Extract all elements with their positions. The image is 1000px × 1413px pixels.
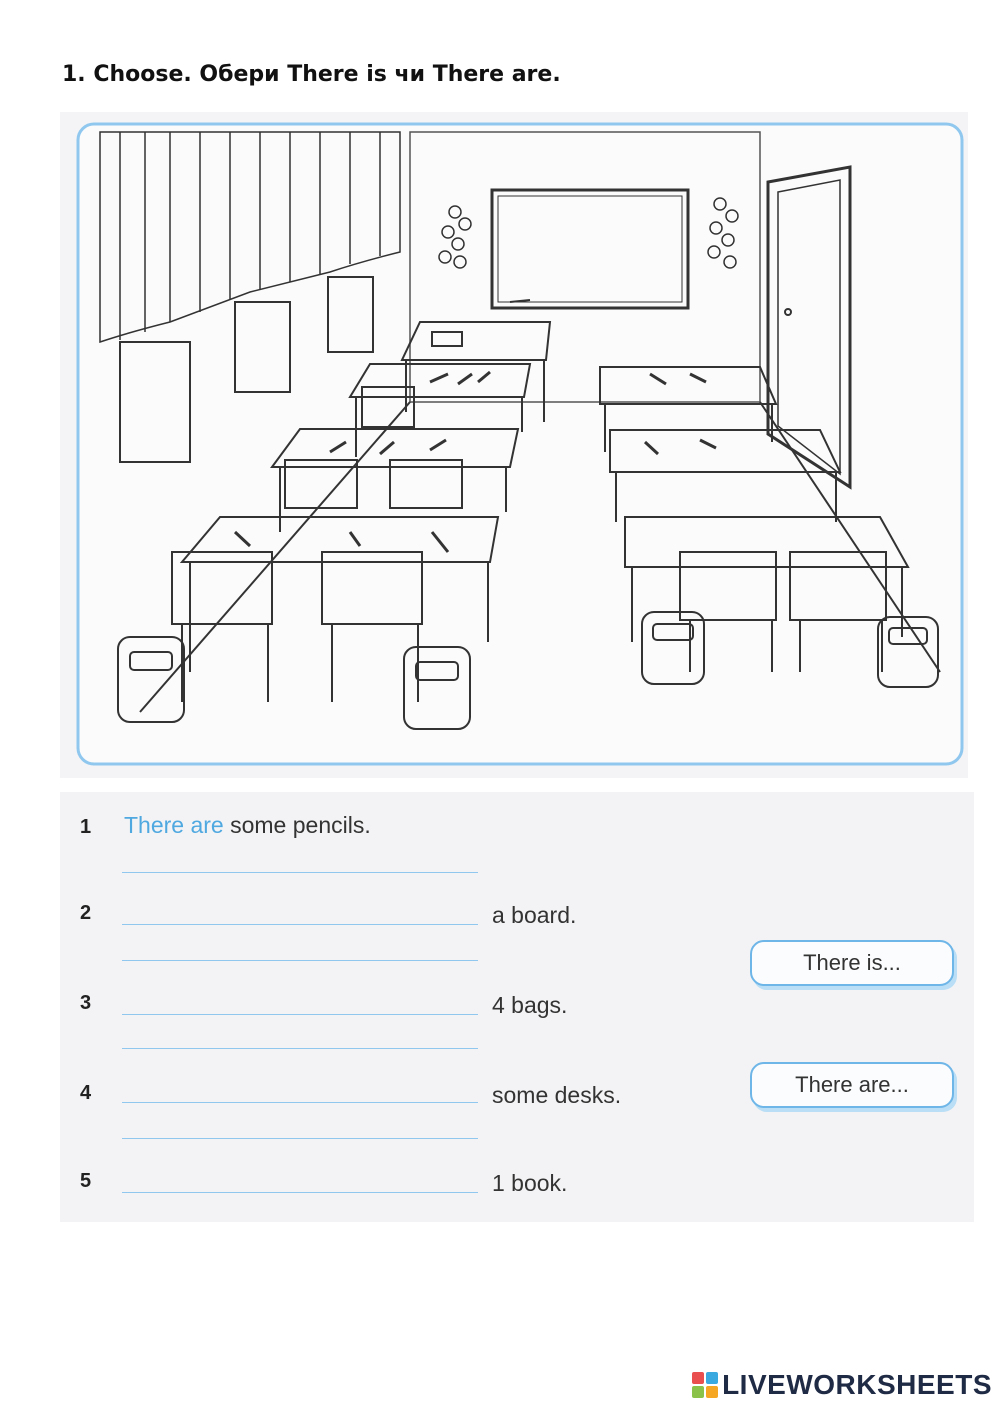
brand-text: LIVEWORKSHEETS [722, 1369, 992, 1400]
exercise-panel [60, 792, 974, 1222]
classroom-illustration [60, 112, 968, 778]
guide-line [122, 1048, 478, 1049]
item-number: 3 [80, 992, 92, 1014]
option-there-is[interactable]: There is... [750, 940, 954, 986]
example-answer: There are [124, 812, 224, 838]
guide-line [122, 872, 478, 873]
item-number: 5 [80, 1170, 92, 1192]
guide-line [122, 1138, 478, 1139]
sentence-rest: 4 bags. [492, 992, 568, 1018]
sentence-rest: some desks. [492, 1082, 622, 1108]
sentence-rest: some pencils. [230, 812, 371, 838]
item-number: 2 [80, 902, 92, 924]
answer-field-2[interactable] [122, 898, 478, 925]
item-number: 4 [80, 1082, 92, 1104]
page-title: 1. Choose. Обери There is чи There are. [62, 62, 561, 87]
brand-icon [692, 1372, 718, 1398]
answer-field-3[interactable] [122, 988, 478, 1015]
liveworksheets-logo [692, 1369, 992, 1401]
answer-field-4[interactable] [122, 1076, 478, 1103]
sentence-rest: a board. [492, 902, 577, 928]
sentence-rest: 1 book. [492, 1170, 568, 1196]
item-number: 1 [80, 816, 92, 838]
option-there-are[interactable]: There are... [750, 1062, 954, 1108]
guide-line [122, 960, 478, 961]
answer-field-5[interactable] [122, 1166, 478, 1193]
